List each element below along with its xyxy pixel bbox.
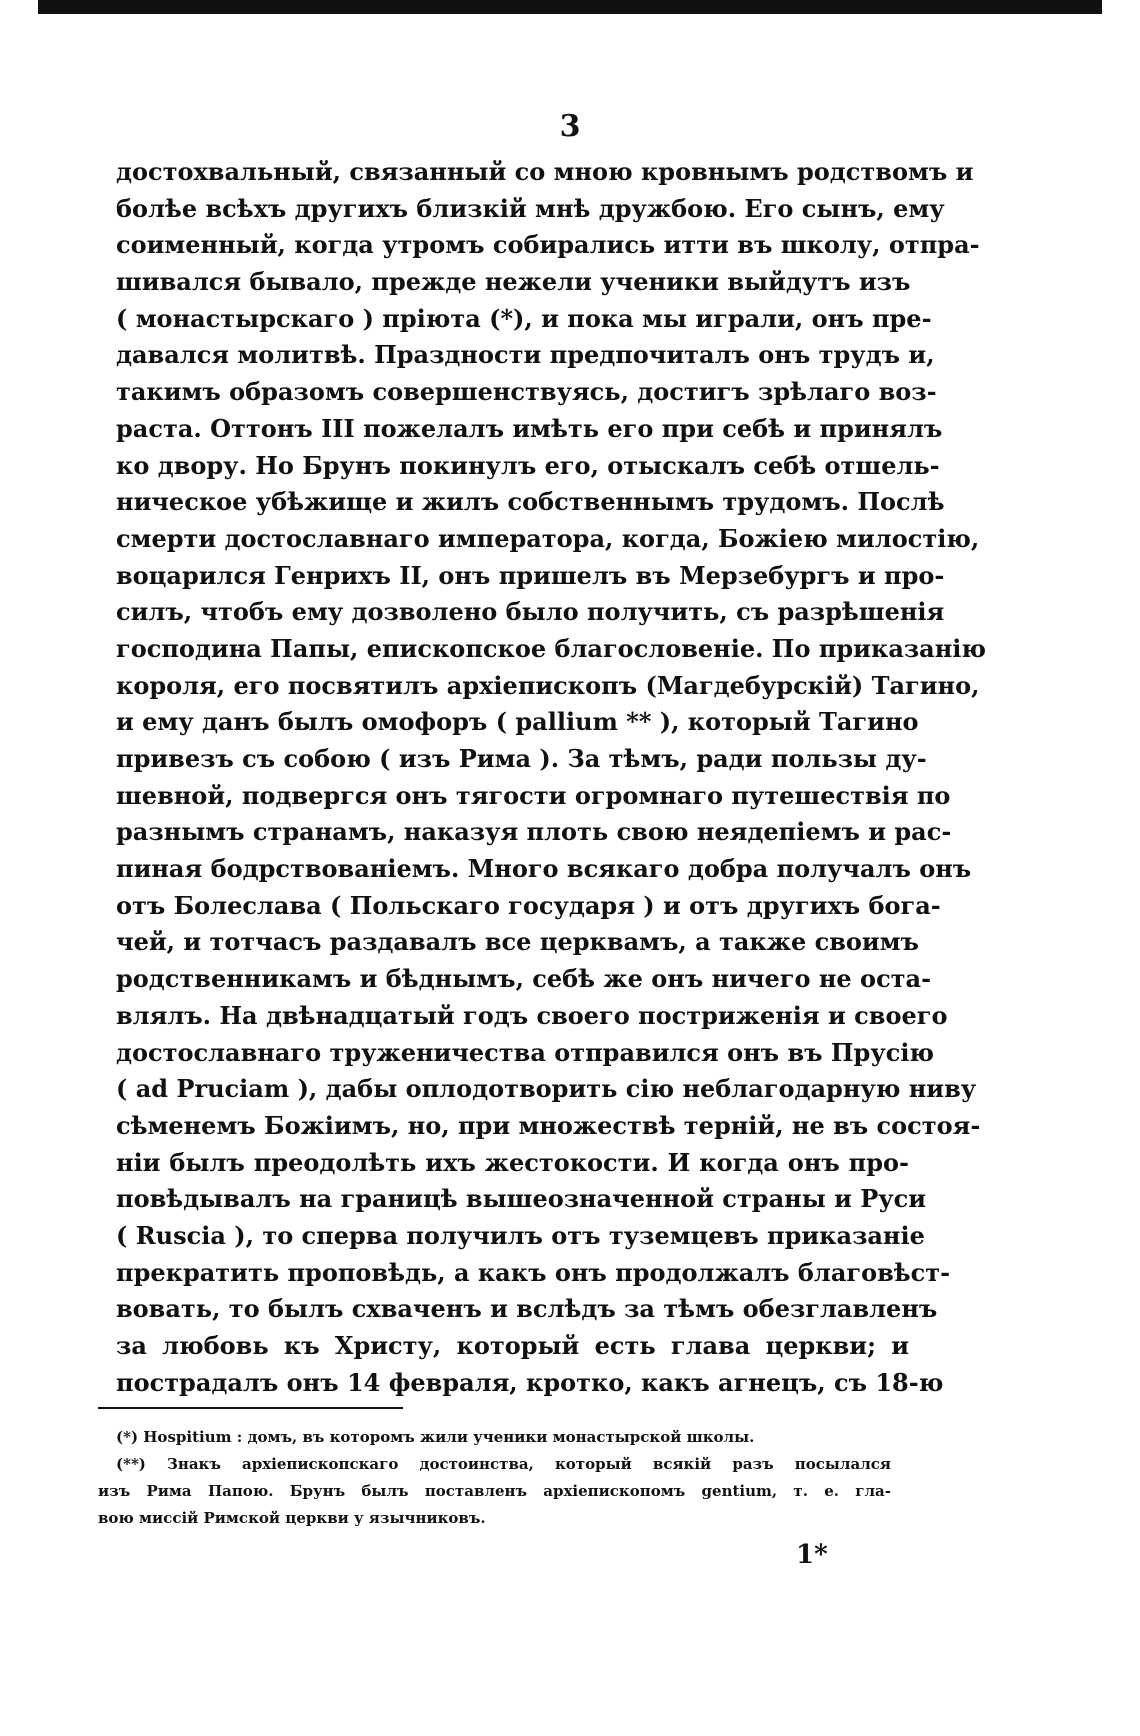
text-line: за любовь къ Христу, который есть глава церкви; и (116, 1331, 909, 1360)
body-paragraph (116, 154, 987, 1401)
text-line: ническое убѣжище и жилъ собственнымъ трудомъ. Послѣ (116, 487, 945, 517)
text-line: родственникамъ и бѣднымъ, себѣ же онъ ничего не оста- (116, 964, 932, 994)
text-line: смерти достославнаго императора, когда, Божіею милостію, (116, 523, 980, 553)
text-line: достославнаго труженичества отправился онъ въ Прусію (116, 1037, 935, 1067)
text-line: разнымъ странамъ, наказуя плоть свою неядепіемъ и рас- (116, 817, 952, 847)
text-line: прекратить проповѣдь, а какъ онъ продолжалъ благовѣст- (116, 1257, 951, 1287)
footnote-1: (*) Hospitium : домъ, въ которомъ жили ученики монастырской школы. (116, 1428, 755, 1446)
signature-mark: 1* (796, 1540, 828, 1570)
text-line: повѣдывалъ на границѣ вышеозначенной страны и Руси (116, 1184, 927, 1214)
footnote-2: (**) Знакъ архіепископскаго достоинства, который всякій разъ посылался (116, 1455, 891, 1473)
text-line: короля, его посвятилъ архіепископъ (Магдебурскій) Тагино, (116, 670, 980, 700)
text-line: ( ad Pruciam ), дабы оплодотворить сію неблагодарную ниву (116, 1074, 977, 1104)
footnote-2-continued: изъ Рима Папою. Брунъ былъ поставленъ архіепископомъ gentium, т. е. гла- (98, 1482, 891, 1500)
text-line: достохвальный, связанный со мною кровнымъ родствомъ и (116, 157, 974, 186)
text-line: шевной, подвергся онъ тягости огромнаго путешествія по (116, 780, 951, 810)
text-line: болѣе всѣхъ другихъ близкій мнѣ дружбою. Его сынъ, ему (116, 193, 945, 223)
text-line: давался молитвѣ. Праздности предпочиталъ онъ трудъ и, (116, 340, 935, 370)
text-line: силъ, чтобъ ему дозволено было получить, съ разрѣшенія (116, 597, 945, 627)
footnotes (98, 1424, 891, 1532)
top-border-rule (38, 0, 1102, 14)
text-line: отъ Болеслава ( Польскаго государя ) и отъ другихъ бога- (116, 890, 941, 920)
text-line: вовать, то былъ схваченъ и вслѣдъ за тѣмъ обезглавленъ (116, 1294, 938, 1324)
text-line: влялъ. На двѣнадцатый годъ своего постриженія и своего (116, 1000, 948, 1030)
text-line: пиная бодрствованіемъ. Много всякаго добра получалъ онъ (116, 854, 972, 884)
text-line: воцарился Генрихъ II, онъ пришелъ въ Мерзебургъ и про- (116, 560, 945, 590)
text-line: шивался бывало, прежде нежели ученики выйдутъ изъ (116, 267, 911, 297)
footnote-2-continued: вою миссій Римской церкви у язычниковъ. (98, 1509, 486, 1527)
text-line: привезъ съ собою ( изъ Рима ). За тѣмъ, ради пользы ду- (116, 744, 927, 773)
text-line: господина Папы, епископское благословеніе. По приказанію (116, 633, 987, 663)
text-line: такимъ образомъ совершенствуясь, достигъ зрѣлаго воз- (116, 377, 937, 407)
text-line: ( монастырскаго ) пріюта (*), и пока мы играли, онъ пре- (116, 303, 932, 333)
text-line: ко двору. Но Брунъ покинулъ его, отыскалъ себѣ отшель- (116, 450, 940, 480)
text-line: соименный, когда утромъ собирались итти въ школу, отпра- (116, 230, 980, 260)
text-line: раста. Оттонъ III пожелалъ имѣть его при себѣ и принялъ (116, 413, 943, 443)
page-number: 3 (559, 109, 581, 144)
text-line: чей, и тотчасъ раздавалъ все церквамъ, а также своимъ (116, 927, 919, 957)
footnote-divider (98, 1407, 403, 1409)
text-line: пострадалъ онъ 14 февраля, кротко, какъ агнецъ, съ 18-ю (116, 1367, 944, 1397)
text-line: и ему данъ былъ омофоръ ( pallium ** ), который Тагино (116, 707, 919, 737)
text-line: ніи былъ преодолѣть ихъ жестокости. И когда онъ про- (116, 1147, 909, 1177)
text-line: ( Ruscia ), то сперва получилъ отъ туземцевъ приказаніе (116, 1220, 925, 1250)
text-line: сѣменемъ Божіимъ, но, при множествѣ терній, не въ состоя- (116, 1110, 981, 1140)
